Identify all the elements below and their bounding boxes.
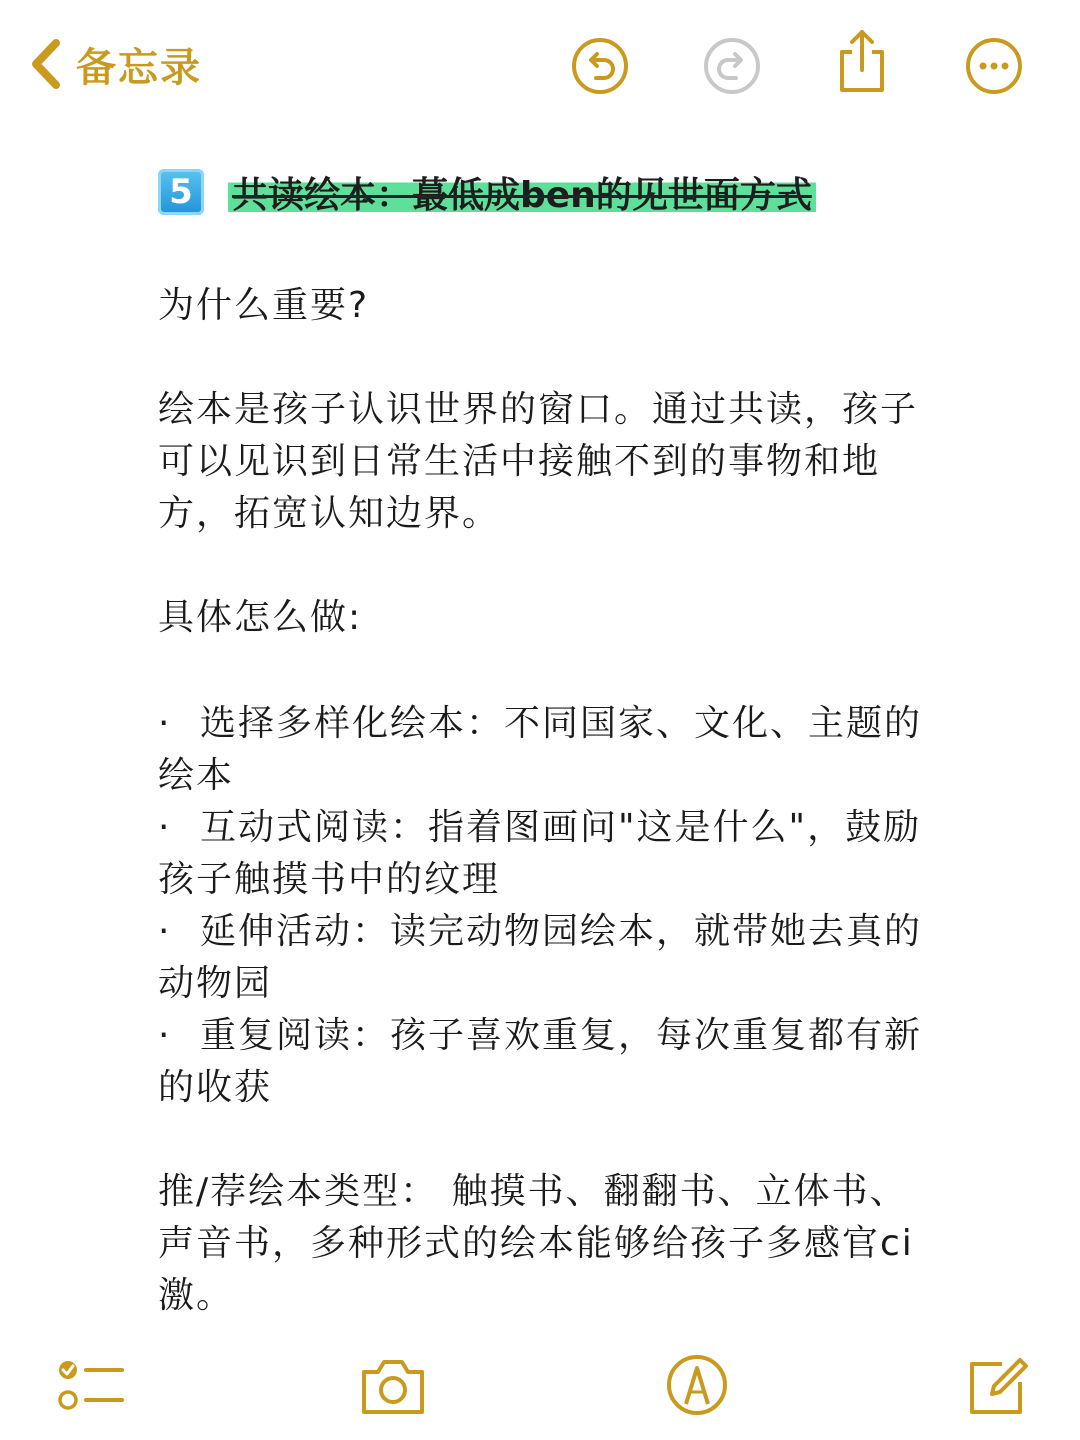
why-body: 绘本是孩子认识世界的窗口。通过共读，孩子可以见识到日常生活中接触不到的事物和地方，拓宽认知边界。 bbox=[158, 389, 919, 534]
more-icon[interactable] bbox=[964, 36, 1024, 96]
number-five-badge: 5 bbox=[158, 169, 204, 215]
bottom-toolbar bbox=[0, 1350, 1080, 1430]
list-item: · 延伸活动：读完动物园绘本，就带她去真的动物园 bbox=[158, 906, 938, 1010]
how-title: 具体怎么做: bbox=[158, 597, 363, 638]
bullet-dot: · bbox=[158, 807, 172, 848]
checklist-icon[interactable] bbox=[56, 1350, 126, 1420]
bullet-dot: · bbox=[158, 911, 172, 952]
bullet-list bbox=[158, 698, 938, 1114]
list-item: · 互动式阅读：指着图画问"这是什么"，鼓励孩子触摸书中的纹理 bbox=[158, 802, 938, 906]
top-navigation-bar bbox=[0, 0, 1080, 130]
back-button[interactable] bbox=[28, 32, 202, 96]
back-label: 备忘录 bbox=[76, 44, 202, 91]
markup-pen-icon[interactable] bbox=[662, 1350, 732, 1420]
note-heading bbox=[158, 162, 938, 222]
list-item: · 重复阅读：孩子喜欢重复，每次重复都有新的收获 bbox=[158, 1010, 938, 1114]
undo-icon[interactable] bbox=[570, 36, 630, 96]
note-body[interactable] bbox=[158, 150, 938, 1322]
back-chevron-icon bbox=[28, 37, 62, 91]
share-icon[interactable] bbox=[832, 26, 892, 96]
why-title: 为什么重要? bbox=[158, 285, 370, 326]
bullet-dot: · bbox=[158, 1015, 172, 1056]
compose-icon[interactable] bbox=[962, 1350, 1032, 1420]
heading-text: 共读绘本：蕞低成ben的见世面方式 bbox=[228, 167, 816, 218]
redo-icon[interactable] bbox=[702, 36, 762, 96]
recommendation-text: 推/荐绘本类型： 触摸书、翻翻书、立体书、声音书，多种形式的绘本能够给孩子多感官ci激。 bbox=[158, 1171, 914, 1316]
camera-icon[interactable] bbox=[358, 1350, 428, 1420]
list-item: · 选择多样化绘本：不同国家、文化、主题的绘本 bbox=[158, 698, 938, 802]
bullet-dot: · bbox=[158, 703, 172, 744]
